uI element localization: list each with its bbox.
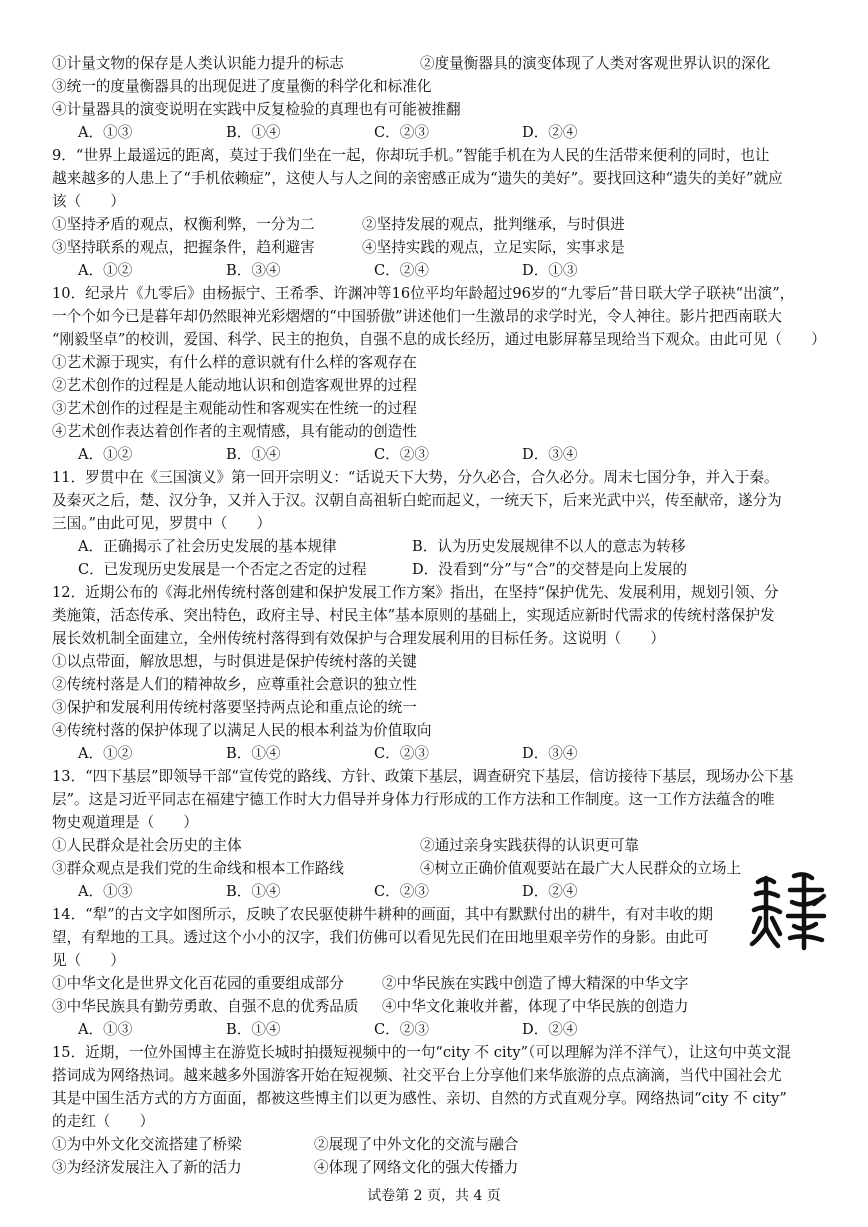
q14-options	[78, 1020, 848, 1040]
q8-option-a[interactable]: A．①③	[78, 124, 133, 141]
q12-statement-3: ③保护和发展利用传统村落要坚持两点论和重点论的统一	[52, 699, 417, 716]
q13-row-2	[52, 859, 822, 879]
q8-option-b[interactable]: B．①④	[226, 124, 281, 141]
ancient-plow-character-image	[748, 868, 832, 952]
q15-statement-3: ③为经济发展注入了新的活力	[52, 1159, 242, 1176]
q10-stem-line-3: “刚毅坚卓”的校训，爱国、科学、民主的抱负，自强不息的成长经历，通过电影屏幕呈现给当下观众。由此可见（ ）	[52, 331, 826, 348]
q12-statement-4: ④传统村落的保护体现了以满足人民的根本利益为价值取向	[52, 722, 432, 739]
q15-statement-4: ④体现了网络文化的强大传播力	[314, 1159, 519, 1176]
q9-row-2	[52, 238, 822, 258]
q14-row-2	[52, 997, 822, 1017]
q14-statement-4: ④中华文化兼收并蓄，体现了中华民族的创造力	[382, 998, 689, 1015]
q14-option-d[interactable]: D．②④	[522, 1021, 578, 1038]
q11-option-a[interactable]: A．正确揭示了社会历史发展的基本规律	[78, 538, 337, 555]
q15-stem-line-1: 15．近期，一位外国博主在游览长城时拍摄短视频中的一句“city 不 city”（可以理解为洋不洋气），让这句中英文混	[52, 1044, 791, 1061]
q10-option-a[interactable]: A．①②	[78, 446, 133, 463]
q8-statement-2: ②度量衡器具的演变体现了人类对客观世界认识的深化	[420, 55, 771, 72]
q14-stem-line-1: 14．“犁”的古文字如图所示，反映了农民驱使耕牛耕种的画面，其中有默默付出的耕牛，有对丰收的期	[52, 906, 714, 923]
q15-stem-line-4: 的走红（ ）	[52, 1113, 155, 1130]
q9-option-b[interactable]: B．③④	[226, 262, 281, 279]
q8-statement-1: ①计量文物的保存是人类认识能力提升的标志	[52, 55, 344, 72]
q13-statement-3: ③群众观点是我们党的生命线和根本工作路线	[52, 860, 344, 877]
q11-options-row-1	[78, 537, 848, 557]
q12-statement-2: ②传统村落是人们的精神故乡，应尊重社会意识的独立性	[52, 676, 417, 693]
q9-row-1	[52, 215, 822, 235]
q9-statement-1: ①坚持矛盾的观点，权衡利弊，一分为二	[52, 216, 315, 233]
q12-statement-1: ①以点带面，解放思想，与时俱进是保护传统村落的关键	[52, 653, 417, 670]
q10-option-b[interactable]: B．①④	[226, 446, 281, 463]
q13-stem-line-2: 层”。这是习近平同志在福建宁德工作时大力倡导并身体力行形成的工作方法和工作制度。这一工作方法蕴含的唯	[52, 791, 775, 808]
q10-statement-1: ①艺术源于现实，有什么样的意识就有什么样的客观存在	[52, 354, 417, 371]
q11-stem-line-1: 11．罗贯中在《三国演义》第一回开宗明义：“话说天下大势，分久必合，合久必分。周末七国分争，并入于秦。	[52, 469, 779, 486]
q8-option-c[interactable]: C．②③	[374, 124, 429, 141]
q8-statement-3: ③统一的度量衡器具的出现促进了度量衡的科学化和标准化	[52, 78, 432, 95]
q13-option-a[interactable]: A．①③	[78, 883, 133, 900]
q11-options-row-2	[78, 560, 848, 580]
q14-row-1	[52, 974, 822, 994]
q9-option-d[interactable]: D．①③	[522, 262, 578, 279]
q9-option-a[interactable]: A．①②	[78, 262, 133, 279]
q9-statement-4: ④坚持实践的观点，立足实际，实事求是	[362, 239, 625, 256]
q15-row-2	[52, 1158, 822, 1178]
q14-statement-1: ①中华文化是世界文化百花园的重要组成部分	[52, 975, 344, 992]
q10-statement-2: ②艺术创作的过程是人能动地认识和创造客观世界的过程	[52, 377, 417, 394]
q12-option-d[interactable]: D．③④	[522, 745, 578, 762]
q14-option-a[interactable]: A．①③	[78, 1021, 133, 1038]
q11-option-c[interactable]: C．已发现历史发展是一个否定之否定的过程	[78, 561, 367, 578]
q10-statement-4: ④艺术创作表达着创作者的主观情感，具有能动的创造性	[52, 423, 417, 440]
q15-stem-line-3: 其是中国生活方式的方方面面，都被这些博主们以更为感性、亲切、自然的方式直观分享。网络热词“city 不 city”	[52, 1090, 787, 1107]
q13-option-d[interactable]: D．②④	[522, 883, 578, 900]
q13-statement-1: ①人民群众是社会历史的主体	[52, 837, 242, 854]
q9-statement-3: ③坚持联系的观点，把握条件，趋利避害	[52, 239, 315, 256]
q11-stem-line-3: 三国。”由此可见，罗贯中（ ）	[52, 515, 272, 532]
q11-option-d[interactable]: D．没看到“分”与“合”的交替是向上发展的	[412, 561, 688, 578]
q15-stem-line-2: 搭词成为网络热词。越来越多外国游客开始在短视频、社交平台上分享他们来华旅游的点点滴滴，当代中国社会尤	[52, 1067, 782, 1084]
q13-statement-4: ④树立正确价值观要站在最广大人民群众的立场上	[420, 860, 742, 877]
q14-statement-2: ②中华民族在实践中创造了博大精深的中华文字	[382, 975, 689, 992]
q12-option-a[interactable]: A．①②	[78, 745, 133, 762]
q13-stem-line-1: 13．“四下基层”即领导干部“宣传党的路线、方针、政策下基层，调查研究下基层，信访接待下基层，现场办公下基	[52, 768, 794, 785]
q9-stem-line-1: 9．“世界上最遥远的距离，莫过于我们坐在一起，你却玩手机。”智能手机在为人民的生活带来便利的同时，也让	[52, 147, 770, 164]
q9-stem-line-2: 越来越多的人患上了“手机依赖症”，这使人与人之间的亲密感正成为“遗失的美好”。要找回这种“遗失的美好”就应	[52, 170, 783, 187]
q8-options	[78, 123, 848, 143]
q10-stem-line-1: 10．纪录片《九零后》由杨振宁、王希季、许渊冲等16位平均年龄超过96岁的“九零后”昔日联大学子联袂“出演”，	[52, 285, 795, 302]
q9-stem-line-3: 该（ ）	[52, 193, 125, 210]
q14-option-c[interactable]: C．②③	[374, 1021, 429, 1038]
page-footer: 试卷第 2 页，共 4 页	[367, 1188, 501, 1204]
q10-statement-3: ③艺术创作的过程是主观能动性和客观实在性统一的过程	[52, 400, 417, 417]
q12-option-b[interactable]: B．①④	[226, 745, 281, 762]
q12-option-c[interactable]: C．②③	[374, 745, 429, 762]
q8-option-d[interactable]: D．②④	[522, 124, 578, 141]
q10-options	[78, 445, 848, 465]
q15-statement-2: ②展现了中外文化的交流与融合	[314, 1136, 519, 1153]
q12-stem-line-1: 12．近期公布的《海北州传统村落创建和保护发展工作方案》指出，在坚持“保护优先、发展利用，规划引领、分	[52, 584, 779, 601]
q13-row-1	[52, 836, 822, 856]
q12-options	[78, 744, 848, 764]
q8-row-1	[52, 54, 822, 74]
q12-stem-line-2: 类施策，活态传承、突出特色，政府主导、村民主体”基本原则的基础上，实现适应新时代需求的传统村落保护发	[52, 607, 775, 624]
q8-statement-4: ④计量器具的演变说明在实践中反复检验的真理也有可能被推翻	[52, 101, 461, 118]
q11-option-b[interactable]: B．认为历史发展规律不以人的意志为转移	[412, 538, 686, 555]
q13-stem-line-3: 物史观道理是（ ）	[52, 814, 198, 831]
q10-option-c[interactable]: C．②③	[374, 446, 429, 463]
q14-stem-line-2: 望，有犁地的工具。透过这个小小的汉字，我们仿佛可以看见先民们在田地里艰辛劳作的身影。由此可	[52, 929, 709, 946]
q13-statement-2: ②通过亲身实践获得的认识更可靠	[420, 837, 639, 854]
q15-row-1	[52, 1135, 822, 1155]
q9-options	[78, 261, 848, 281]
q13-option-b[interactable]: B．①④	[226, 883, 281, 900]
q13-options	[78, 882, 848, 902]
q10-stem-line-2: 一个个如今已是暮年却仍然眼神光彩熠熠的“中国骄傲”讲述他们一生激昂的求学时光，令人神往。影片把西南联大	[52, 308, 783, 325]
q14-statement-3: ③中华民族具有勤劳勇敢、自强不息的优秀品质	[52, 998, 359, 1015]
q15-statement-1: ①为中外文化交流搭建了桥梁	[52, 1136, 242, 1153]
q14-option-b[interactable]: B．①④	[226, 1021, 281, 1038]
q13-option-c[interactable]: C．②③	[374, 883, 429, 900]
q10-option-d[interactable]: D．③④	[522, 446, 578, 463]
q14-stem-line-3: 见（ ）	[52, 952, 125, 969]
q9-option-c[interactable]: C．②④	[374, 262, 429, 279]
q9-statement-2: ②坚持发展的观点，批判继承，与时俱进	[362, 216, 625, 233]
q11-stem-line-2: 及秦灭之后，楚、汉分争，又并入于汉。汉朝自高祖斩白蛇而起义，一统天下，后来光武中兴，传至献帝，遂分为	[52, 492, 782, 509]
q12-stem-line-3: 展长效机制全面建立，全州传统村落得到有效保护与合理发展利用的目标任务。这说明（ ）	[52, 630, 665, 647]
